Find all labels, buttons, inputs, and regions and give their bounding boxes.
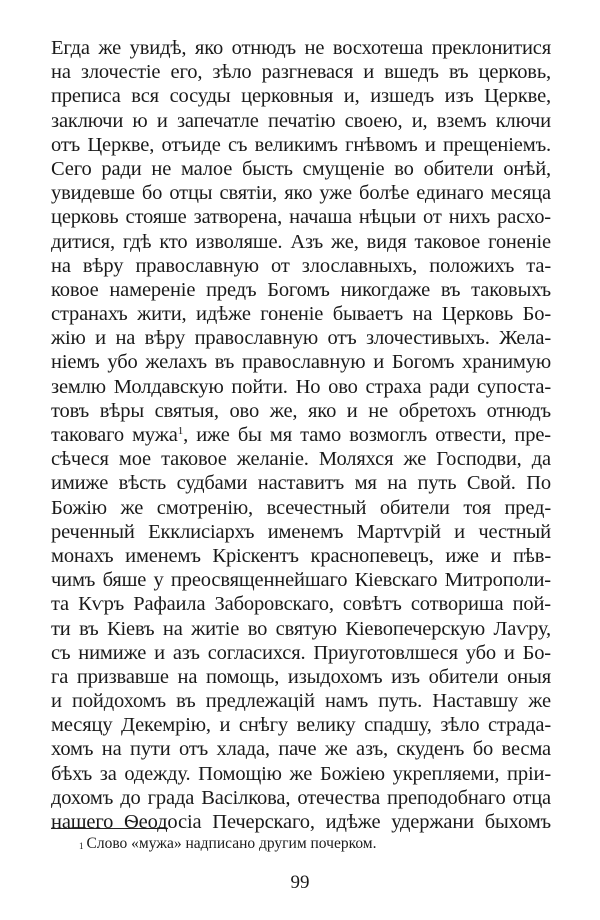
text-segment: , иже бы мя тамо возмоглъ отвести, пре-: [183, 424, 551, 446]
text-line: дохомъ до града Васілкова, отечества преподобнаго отца: [51, 786, 551, 809]
text-line: монахъ именемъ Кріскентъ краснопевецъ, иже и пѣв-: [51, 544, 551, 567]
text-line: имиже вѣсть судбами наставитъ мя на путь Свой. По: [51, 472, 551, 495]
text-line: и пойдохомъ въ предлежацій намъ путь. Наставшу же: [51, 690, 551, 713]
text-line: Божію же смотренію, всечестный обители тоя пред-: [51, 496, 551, 519]
text-line: та Кѵръ Рафаила Заборовскаго, совѣтъ сотвориша пой-: [51, 593, 551, 616]
text-line: дитися, гдѣ кто изволяше. Азъ же, видя таковое гоненіе: [51, 230, 551, 253]
footnote-text: Слово «мужа» надписано другим почерком.: [86, 835, 377, 852]
text-line: ти въ Кіевъ на житіе во святую Кіевопечерскую Лаѵру,: [51, 617, 551, 640]
text-line: жію и на вѣру православную отъ злочестивыхъ. Жела-: [51, 327, 551, 350]
text-line: на злочестіе его, зѣло разгневася и вшедъ въ церковь,: [51, 61, 551, 84]
text-line: месяцу Декемрію, и снѣгу велику спадшу, зѣло страда-: [51, 714, 551, 737]
text-line: нашего Ѳеодосіа Печерскаго, идѣже удержани быхомъ: [51, 811, 551, 833]
text-line: хомъ на пути отъ хлада, паче же азъ, скуденъ бо весма: [51, 738, 551, 761]
text-line: землю Молдавскую пойти. Но ово страха ради супоста-: [51, 375, 551, 398]
text-line: Егда же увидѣ, яко отнюдъ не восхотеша преклонитися: [51, 37, 551, 59]
text-line: съ нимиже и азъ согласихся. Приуготовлшеся убо и Бо-: [51, 641, 551, 664]
text-line: ковое намереніе предъ Богомъ никогдаже въ таковыхъ: [51, 278, 551, 301]
text-segment: таковаго мужа: [51, 424, 178, 446]
text-line: отъ Церкве, отъиде съ великимъ гнѣвомъ и прещеніемъ.: [51, 133, 551, 156]
text-line: странахъ жити, идѣже гоненіе бываетъ на Церковь Бо-: [51, 303, 551, 326]
footnote-marker: 1: [79, 841, 84, 851]
text-line: Сего ради не малое бысть смущеніе во обители онѣй,: [51, 157, 551, 180]
footnote: [79, 834, 376, 854]
text-line: сѣчеся мое таковое желаніе. Моляхся же Господви, да: [51, 448, 551, 471]
footnote-divider: [51, 828, 168, 829]
text-line: бѣхъ за одежду. Помощію же Божіею укрепляеми, пріи-: [51, 762, 551, 785]
text-line: га призвавше на помощь, изыдохомъ изъ обители оныя: [51, 665, 551, 688]
text-line-with-footnote-ref: [51, 423, 551, 447]
page-number: 99: [290, 872, 310, 893]
text-line: товъ вѣры святыя, ово же, яко и не обретохъ отнюдъ: [51, 399, 551, 422]
text-line: на вѣру православную от злославныхъ, положихъ та-: [51, 254, 551, 277]
text-line: церковь стояше затворена, начаша нѣцыи от нихъ расхо-: [51, 206, 551, 229]
text-line: чимъ бяше у преосвященнейшаго Кіевскаго Митрополи-: [51, 569, 551, 592]
body-text: [51, 36, 551, 834]
text-line: преписа вся сосуды церковныя и, изшедъ изъ Церкве,: [51, 85, 551, 108]
text-line: заключи ю и запечатле печатію своею, и, вземъ ключи: [51, 109, 551, 132]
text-line: ніемъ убо желахъ въ православную и Богомъ хранимую: [51, 351, 551, 374]
footnote-reference[interactable]: 1: [177, 425, 184, 437]
text-line: увидевше бо отцы святіи, яко уже болѣе единаго месяца: [51, 182, 551, 205]
text-line: реченный Екклисіархъ именемъ Мартѵрій и честный: [51, 520, 551, 543]
